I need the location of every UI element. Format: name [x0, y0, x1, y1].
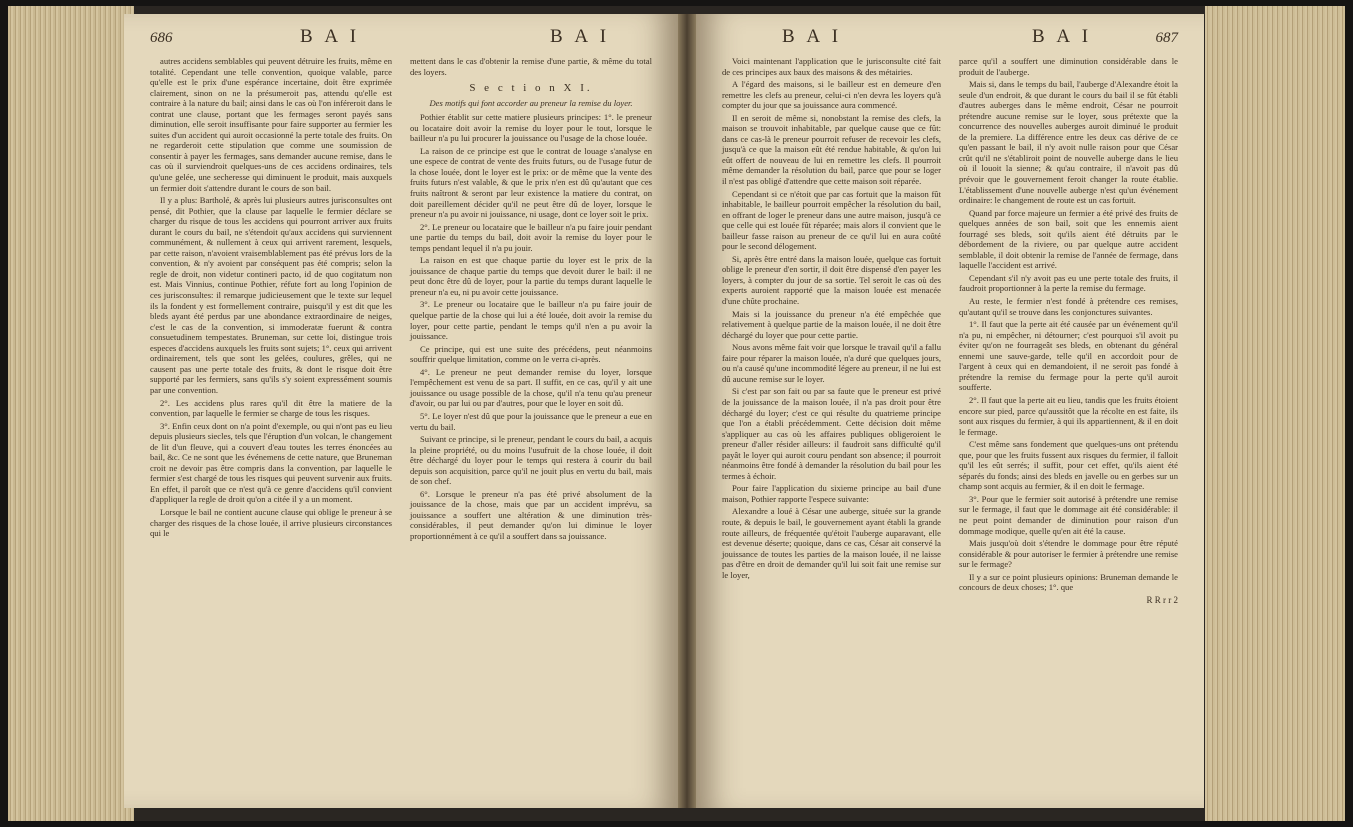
running-head: B A I — [782, 26, 843, 47]
right-page-header — [722, 26, 1178, 56]
paragraph: Si c'est par son fait ou par sa faute que le preneur est privé de la jouissance de la maison louée, il n'a pas droit pour être déchargé du loyer; c'est ce qui résulte du quatrieme principe que l'on a établi précédemment. Cette décision doit même s'appliquer au cas où les affaires publiques obligeroient le preneur d'aller résider ailleurs: il faudroit sans difficulté qu'il payât le loyer qui auroit couru pendant son absence; il pourroit néanmoins être fondé à demander la résolution du bail pour les termes à échoir. — [722, 386, 941, 481]
signature-mark: R R r r 2 — [1146, 594, 1178, 605]
page-number: 686 — [150, 30, 173, 46]
paragraph: 3°. Le preneur ou locataire que le bailleur n'a pu faire jouir de quelque partie de la chose qui lui a été louée, doit avoir la remise du loyer, pour cette partie, pendant le temps qu'il n'en a pu avoir la jouissance. — [410, 299, 652, 342]
right-page-edges — [1205, 6, 1345, 821]
paragraph: A l'égard des maisons, si le bailleur est en demeure d'en remettre les clefs au preneur, celui-ci n'en devra les loyers qu'à compter du jour que sa jouissance aura commencé. — [722, 79, 941, 111]
paragraph: 3°. Pour que le fermier soit autorisé à prétendre une remise sur le fermage, il faut que le dommage ait été considérable: il ne peut point demander de diminution pour raison d'un dommage modique, quelle qu'en ait été la cause. — [959, 493, 1178, 536]
paragraph: Mais si la jouissance du preneur n'a été empêchée que relativement à quelque partie de la maison louée, il ne doit être déchargé du loyer que pour cette partie. — [722, 308, 941, 340]
section-subtitle: Des motifs qui font accorder au preneur la remise du loyer. — [429, 97, 633, 108]
paragraph: Il y a sur ce point plusieurs opinions: Bruneman demande le concours de deux choses; 1°. que — [959, 571, 1178, 593]
paragraph: Pour faire l'application du sixieme principe au bail d'une maison, Pothier rapporte l'espece suivante: — [722, 483, 941, 504]
paragraph: 4°. Le preneur ne peut demander remise du loyer, lorsque l'empêchement est venu de sa part. Il suffit, en ce cas, qu'il y ait une jouissance ou usage possible de la chose, qu'il n'a tenu qu'au preneur d'avoir, ou par lui ou par d'autres, pour que le loyer en soit dû. — [410, 366, 652, 409]
paragraph: 5°. Le loyer n'est dû que pour la jouissance que le preneur a eue en vertu du bail. — [410, 410, 652, 432]
paragraph: autres accidens semblables qui peuvent détruire les fruits, même en totalité. Cependant une telle convention, quoique valable, parce qu'elle est le prix d'une espérance incertaine, doit être exprimée clairement, sinon on ne la présumeroit pas, attendu qu'elle est contraire à la nature du bail; ainsi dans le cas où l'on inféreroit dans le contrat une clause, portant que les fermages seront payés sans diminution, elle seroit insuffisante pour faire supporter au fermier les suites d'un accident qui auroit occasionné la perte totale des fruits. On ne regarderoit cette stipulation que comme une soumission de consentir à payer les fermages, sans demander aucune remise, dans le cas où il surviendroit quelques-uns de ces accidens ordinaires, tels qu'une gelée, une secheresse qui diminuent le produit, mais auxquels un fermier doit s'attendre durant le cours de son bail. — [150, 56, 392, 193]
paragraph: Alexandre a loué à César une auberge, située sur la grande route, & depuis le bail, le gouvernement ayant établi la grande route ailleurs, de fréquentée qu'étoit l'auberge auparavant, elle est devenue déserte; quoique, dans ce cas, César ait conservé la jouissance de toutes les parties de la maison louée, il ne laisse pas d'être en droit de demander qu'il lui soit fait une remise sur le loyer, — [722, 506, 941, 580]
right-page — [696, 14, 1204, 808]
paragraph: 2°. Le preneur ou locataire que le bailleur n'a pu faire jouir pendant une partie du temps du bail, doit avoir la remise du loyer pour le temps pendant lequel il n'a pu jouir. — [410, 221, 652, 253]
right-page-column-2 — [959, 56, 1178, 605]
page-number: 687 — [1155, 30, 1178, 46]
paragraph: Pothier établit sur cette matiere plusieurs principes: 1°. le preneur ou locataire doit avoir la remise du loyer pour le tout, lorsque le bailleur n'a pu lui procurer la jouissance ou l'usage de la chose louée. — [410, 112, 652, 144]
paragraph: Mais jusqu'où doit s'étendre le dommage pour être réputé considérable & pour autoriser le fermier à prétendre une remise sur le fermage? — [959, 538, 1178, 570]
paragraph: La raison de ce principe est que le contrat de louage s'analyse en une espece de contrat de vente des fruits futurs, ou de l'usage futur de la chose louée, dont le loyer est le prix: or de même que la vente des fruits futurs n'est valable, & que le prix n'en est dû qu'autant que ces fruits naîtront & seront par leur existence la matiere du contrat, on doit pareillement décider qu'il ne peut être dû de loyer, lorsque le preneur n'a pu avoir ni jouissance, ni usage, dont ce loyer soit le prix. — [410, 145, 652, 220]
paragraph: 6°. Lorsque le preneur n'a pas été privé absolument de la jouissance de la chose, mais que par un accident imprévu, sa jouissance a souffert une altération & une diminution très-considérables, il peut demander qu'on lui diminue le loyer proportionnément à ce qu'il a souffert dans sa jouissance. — [410, 488, 652, 541]
paragraph: 2°. Les accidens plus rares qu'il dit être la matiere de la convention, par laquelle le fermier se charge de tous les risques. — [150, 397, 392, 419]
paragraph: Ce principe, qui est une suite des précédens, peut néanmoins souffrir quelque limitation, comme on le verra ci-après. — [410, 343, 652, 365]
paragraph: Voici maintenant l'application que le jurisconsulte cité fait de ces principes aux baux des maisons & des métairies. — [722, 56, 941, 77]
right-page-column-1 — [722, 56, 941, 605]
paragraph: Il y a plus: Bartholé, & après lui plusieurs autres jurisconsultes ont pensé, dit Pothier, que la clause par laquelle le fermier déclare se charger du risque de tous les accidens qui pourront arriver aux fruits durant le cours du bail, ne s'étendoit qu'aux accidens qui surviennent communément, & nullement à ceux qui arrivent rarement, lesquels, par cette raison, n'avoient vraisemblablement pas été prévus lors de la convention, & n'y avoient par conséquent pas été compris; selon la regle de droit, non videtur contineri pacto, id de quo cogitatum non est. Mais Vinnius, continue Pothier, réfute fort au long l'opinion de ces jurisconsultes: il remarque judicieusement que le texte sur lequel ils la fondent y est formellement contraire, puisqu'il y est dit que les bleds ayant été perdus par une abondance extraordinaire de neiges, c'est le cas de la convention, si immoderatæ fuerunt & contra consuetudinem tempestates. Bruneman, sur cette loi, distingue trois especes d'accidens auxquels les fruits sont sujets; 1°. ceux qui arrivent ordinairement, tels que sont les gelées, coulures, grêles, qui ne causent pas une perte totale des fruits, & dont le risque doit être supporté par les fermiers, sans qu'ils s'y soient expressément soumis par une convention. — [150, 195, 392, 395]
paragraph: Mais si, dans le temps du bail, l'auberge d'Alexandre étoit la seule d'un endroit, & que durant le cours du bail il se fût établi d'autres auberges dans le même endroit, César ne pourroit prétendre aucune remise sur le loyer, sous prétexte que la concurrence des nouvelles auberges auroit diminué le produit de la premiere. La différence entre les deux cas dérive de ce qu'en passant le bail, il n'y avoit nulle raison pour que César crût qu'il ne s'établiroit point de nouvelle auberge dans le lieu où il louoit la sienne; & qu'au contraire, il n'avoit pas dû prévoir que le gouvernement feroit changer la route établie. L'établissement d'une nouvelle auberge n'est qu'un événement ordinaire: le changement de route est un cas fortuit. — [959, 79, 1178, 206]
paragraph: 3°. Enfin ceux dont on n'a point d'exemple, ou qui n'ont pas eu lieu depuis plusieurs siecles, tels que l'éruption d'un volcan, le changement de lit d'un fleuve, qui a couvert d'eau toutes les terres énoncées au bail, &c. Ce ne sont que les événemens de cette nature, que Bruneman croit ne devoir pas être compris dans la convention, par laquelle le fermier s'est chargé de tous les risques qui peuvent survenir aux fruits. En effet, il paroît que ce n'est qu'à ce genre d'accidens qu'il convient d'appliquer la regle de droit qu'on a citée il y a un moment. — [150, 420, 392, 505]
paragraph: parce qu'il a souffert une diminution considérable dans le produit de l'auberge. — [959, 56, 1178, 77]
left-page-column-1 — [150, 56, 392, 544]
paragraph: C'est même sans fondement que quelques-uns ont prétendu que, pour que les fruits fussent aux risques du fermier, il falloit qu'il les eût serrés; il suffit, pour cet effet, qu'ils aient été séparés du fonds; ainsi des bleds en javelle ou en gerbes sur un champ sont acquis au fermier, & il en doit le fermage. — [959, 439, 1178, 492]
section-title: S e c t i o n X I. — [469, 82, 593, 95]
paragraph: Lorsque le bail ne contient aucune clause qui oblige le preneur à se charger des risques de la chose louée, il arrive plusieurs circonstances qui le — [150, 506, 392, 539]
paragraph: 1°. Il faut que la perte ait été causée par un événement qu'il n'a pu, ni empêcher, ni détourner; c'est pourquoi s'il avoit pu éviter qu'on ne fourrageât ses bleds, en obtenant du général ennemi une sauve-garde, telle qu'il en accordoit pour de l'argent à ceux qui en demandoient, il ne seroit pas fondé à prétendre la remise du fermage pour la perte qu'il auroit soufferte. — [959, 319, 1178, 393]
paragraph: Cependant s'il n'y avoit pas eu une perte totale des fruits, il faudroit proportionner à la perte la remise du fermage. — [959, 272, 1178, 294]
book-gutter — [678, 14, 696, 808]
running-head: B A I — [300, 26, 361, 47]
paragraph: Nous avons même fait voir que lorsque le travail qu'il a fallu faire pour réparer la maison louée, n'a duré que quelques jours, ou n'a causé qu'une incommodité légere au preneur, il ne lui est dû aucune remise sur le loyer. — [722, 342, 941, 384]
left-page — [124, 14, 678, 808]
left-page-edges — [8, 6, 134, 821]
paragraph: Quand par force majeure un fermier a été privé des fruits de quelques années de son bail, soit que les ennemis aient fourragé ses bleds, soit qu'ils aient été détruits par le débordement de la riviere, ou par quelque autre accident semblable, il doit obtenir la remise de l'année de fermage, dans laquelle l'accident est arrivé. — [959, 207, 1178, 271]
paragraph: Au reste, le fermier n'est fondé à prétendre ces remises, qu'autant qu'il se trouve dans les conjonctures suivantes. — [959, 296, 1178, 317]
paragraph: Cependant si ce n'étoit que par cas fortuit que la maison fût inhabitable, le bailleur pourroit empêcher la résolution du bail, en offrant de loger le preneur dans une autre maison, jusqu'à ce que celle qui est louée fût réparée; mais alors il convient que le bailleur fasse raison au preneur de ce qu'il lui en aura coûté pour le second délogement. — [722, 188, 941, 252]
paragraph: Si, après être entré dans la maison louée, quelque cas fortuit oblige le preneur d'en sortir, il doit être dispensé d'en payer les loyers, à compter du jour de sa sortie. Tel seroit le cas où des experts auroient rapporté que la maison louée est menacée d'une chûte prochaine. — [722, 253, 941, 307]
paragraph: La raison en est que chaque partie du loyer est le prix de la jouissance de chaque partie du temps que devoit durer le bail: il ne peut donc être dû de loyer, pour la partie du temps durant laquelle le preneur n'a eu, ni pu avoir cette jouissance. — [410, 255, 652, 297]
left-page-column-2 — [410, 56, 652, 544]
paragraph: 2°. Il faut que la perte ait eu lieu, tandis que les fruits étoient encore sur pied, parce qu'aussitôt que la récolte en est faite, ils sont aux risques du fermier, à qui ils appartiennent, & il en doit le fermage. — [959, 394, 1178, 437]
paragraph: Il en seroit de même si, nonobstant la remise des clefs, la maison se trouvoit inhabitable, par quelque cause que ce fût: dans ce cas-là le preneur pourroit refuser de recevoir les clefs, jusqu'à ce que la maison eût été rendue habitable, & qu'on lui eût offert de nouveau de lui en remettre les clefs. Il pourroit même demander la résolution du bail, parce que pour se loger il n'est pas obligé d'attendre que cette maison soit réparée. — [722, 112, 941, 187]
paragraph: Suivant ce principe, si le preneur, pendant le cours du bail, a acquis la pleine propriété, ou du moins l'usufruit de la chose louée, il doit être déchargé du loyer pour le temps qui restera à courir du bail depuis son acquisition, parce qu'il ne jouit plus en vertu du bail, mais de son chef. — [410, 434, 652, 487]
running-head-right: B A I — [1032, 26, 1093, 47]
running-head-right: B A I — [550, 26, 611, 47]
left-page-header — [150, 26, 652, 56]
paragraph: mettent dans le cas d'obtenir la remise d'une partie, & même du total des loyers. — [410, 56, 652, 77]
